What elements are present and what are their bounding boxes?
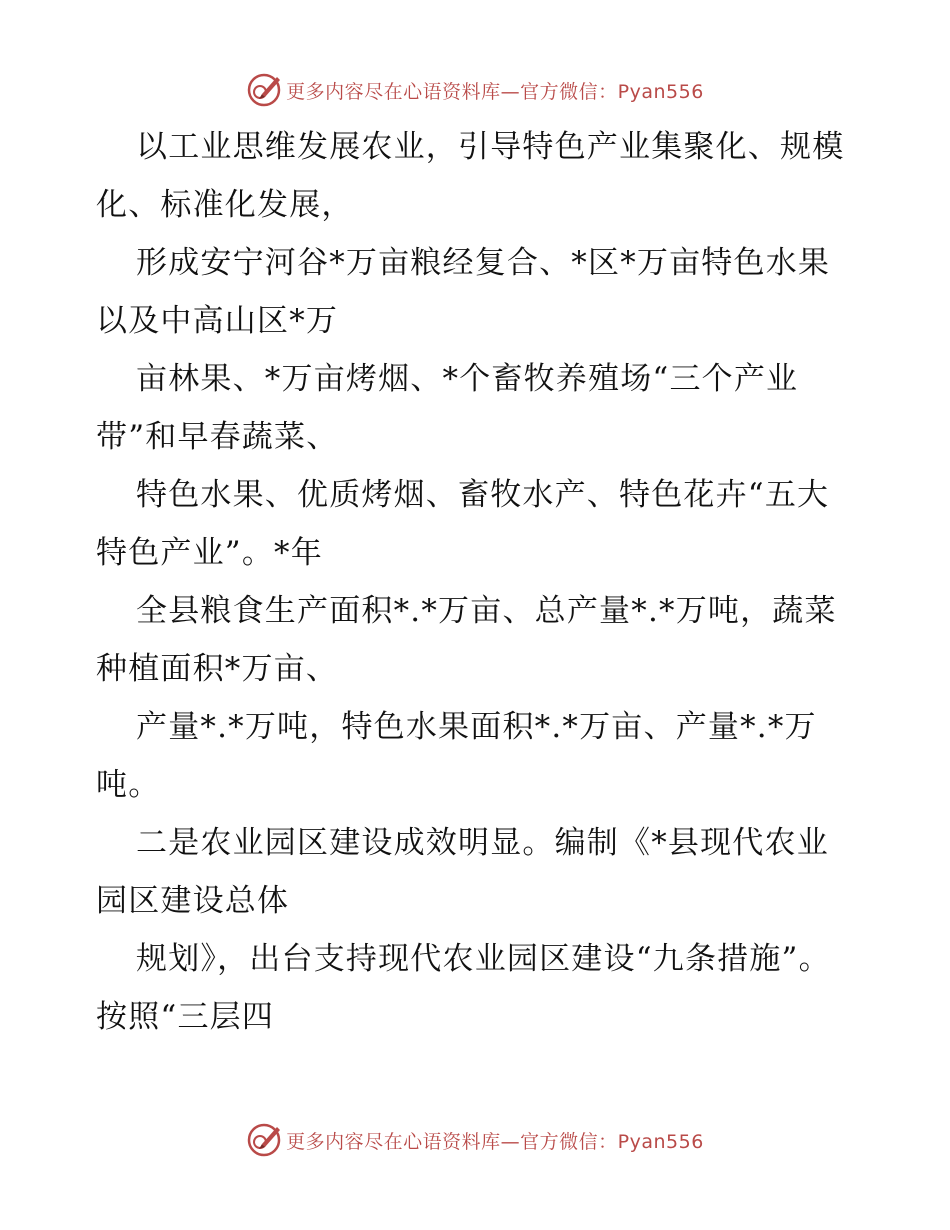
document-body <box>96 118 856 1046</box>
paragraph: 二是农业园区建设成效明显。编制《*县现代农业园区建设总体 <box>96 825 829 919</box>
footer-watermark <box>0 1120 950 1160</box>
header-watermark <box>0 70 950 110</box>
watermark-text: 更多内容尽在心语资料库—官方微信：Pyan556 <box>286 80 704 103</box>
paragraph: 形成安宁河谷*万亩粮经复合、*区*万亩特色水果以及中高山区*万 <box>96 245 831 339</box>
paragraph: 亩林果、*万亩烤烟、*个畜牧养殖场“三个产业带”和早春蔬菜、 <box>96 361 799 455</box>
watermark-text: 更多内容尽在心语资料库—官方微信：Pyan556 <box>286 1130 704 1153</box>
pen-logo-icon <box>246 72 282 108</box>
paragraph: 特色水果、优质烤烟、畜牧水产、特色花卉“五大特色产业”。*年 <box>96 477 830 571</box>
paragraph: 规划》，出台支持现代农业园区建设“九条措施”。按照“三层四 <box>96 941 831 1035</box>
pen-logo-icon <box>246 1122 282 1158</box>
paragraph: 产量*.*万吨，特色水果面积*.*万亩、产量*.*万吨。 <box>96 709 817 803</box>
paragraph: 以工业思维发展农业，引导特色产业集聚化、规模化、标准化发展， <box>96 129 845 223</box>
paragraph: 全县粮食生产面积*.*万亩、总产量*.*万吨，蔬菜种植面积*万亩、 <box>96 593 837 687</box>
